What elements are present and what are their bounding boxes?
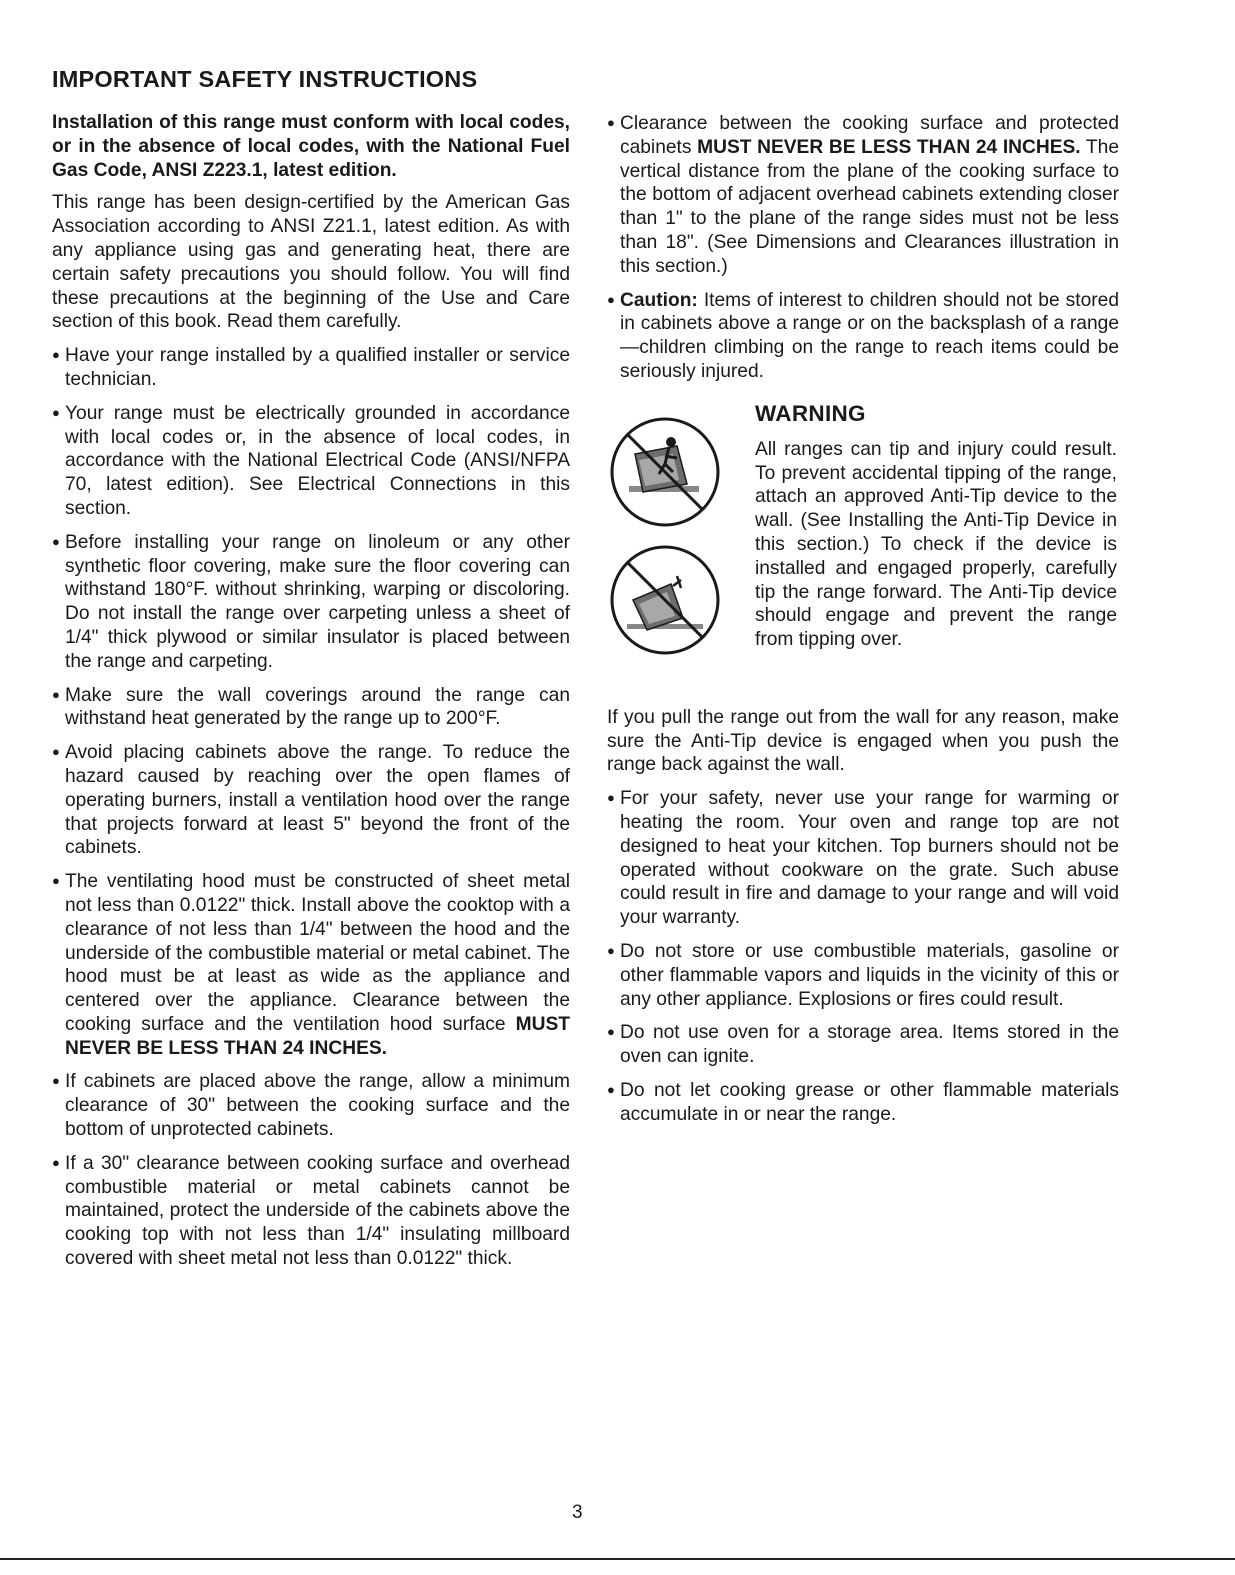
right-column <box>607 111 1119 1136</box>
bullet-icon: ● <box>607 115 615 130</box>
bullet-icon: ● <box>607 790 615 806</box>
list-item: ● Make sure the wall coverings around the range can withstand heat generated by the range up to 200°F. <box>52 684 570 730</box>
list-item: ● For your safety, never use your range for warming or heating the room. Your oven and range top are not designed to heat your kitchen. Top burners should not be operated without cookware on the grate. Such abuse could result in fire and damage to your range and will void your warranty. <box>607 788 1119 929</box>
list-item: ● Do not let cooking grease or other flammable materials accumulate in or near the range. <box>607 1079 1119 1125</box>
list-item: ● Do not use oven for a storage area. Items stored in the oven can ignite. <box>607 1022 1119 1068</box>
list-item: ● The ventilating hood must be constructed of sheet metal not less than 0.0122" thick. Install above the cooktop with a clearance of not less than 1/4" between the hood and the underside of the combustible material or metal cabinet. The hood must be at least as wide as the appliance and centered over the appliance. Clearance between the cooking surface and the ventilation hood surface MUST NEVER BE LESS THAN 24 INCHES. <box>52 871 570 1059</box>
bullet-icon: ● <box>52 744 60 760</box>
bullet-icon: ● <box>52 873 60 889</box>
clearance-emphasis: MUST NEVER BE LESS THAN 24 INCHES. <box>697 136 1081 158</box>
warning-heading: WARNING <box>755 400 866 426</box>
footer-rule <box>0 1558 1235 1560</box>
bullet-icon: ● <box>52 1073 60 1089</box>
list-item: ● If a 30" clearance between cooking surface and overhead combustible material or metal cabinets cannot be maintained, protect the underside of the cabinets above the cooking top with not less than 1/4" insulating millboard covered with sheet metal not less than 0.0122" thick. <box>52 1152 570 1270</box>
list-item: ● Your range must be electrically grounded in accordance with local codes or, in the absence of local codes, in accordance with the National Electrical Code (ANSI/NFPA 70, latest edition). See Electrical Connections in this section. <box>52 402 570 519</box>
bullet-icon: ● <box>607 1081 615 1097</box>
bullet-icon: ● <box>52 686 60 702</box>
list-item: ● Clearance between the cooking surface and protected cabinets MUST NEVER BE LESS THAN 24 INCHES. The vertical distance from the plane of the cooking surface to the bottom of adjacent overhead cabinets extending closer than 1" to the plane of the range sides must not be less than 18". (See Dimensions and Clearances illustration in this section.) <box>607 113 1119 277</box>
list-item: ● Have your range installed by a qualified installer or service technician. <box>52 345 570 390</box>
bullet-icon: ● <box>607 291 615 307</box>
list-item: ● Before installing your range on linoleum or any other synthetic floor covering, make sure the floor covering can withstand 180°F. without shrinking, warping or discoloring. Do not install the range over carpeting unless a sheet of 1/4" thick plywood or similar insulator is placed between the range and carpeting. <box>52 531 570 672</box>
page-number: 3 <box>572 1502 583 1523</box>
warning-text: All ranges can tip and injury could result. To prevent accidental tipping of the range, attach an approved Anti-Tip device to the wall. (See Installing the Anti-Tip Device in this section.) To check if the device is installed and engaged properly, carefully tip the range forward. The Anti-Tip device should engage and prevent the range from tipping over. <box>755 438 1117 651</box>
bullet-icon: ● <box>607 942 615 958</box>
intro-paragraph: This range has been design-certified by the American Gas Association according to ANSI Z21.1, latest edition. As with any appliance using gas and generating heat, there are certain safety precautions you should follow. You will find these precautions at the beginning of the Use and Care section of this book. Read them carefully. <box>52 192 570 333</box>
bullet-icon: ● <box>52 533 60 549</box>
bullet-icon: ● <box>52 1154 60 1170</box>
no-climbing-icon <box>607 414 723 530</box>
page-title: IMPORTANT SAFETY INSTRUCTIONS <box>52 66 478 92</box>
caution-label: Caution: <box>620 289 698 311</box>
anti-tip-paragraph: If you pull the range out from the wall for any reason, make sure the Anti-Tip device is engaged when you push the range back against the wall. <box>607 706 1119 776</box>
list-item: ● Do not store or use combustible materials, gasoline or other flammable vapors and liquids in the vicinity of this or any other appliance. Explosions or fires could result. <box>607 940 1119 1010</box>
no-tipping-icon <box>607 542 723 658</box>
list-item: ● Avoid placing cabinets above the range. To reduce the hazard caused by reaching over the open flames of operating burners, install a ventilation hood over the range that projects forward at least 5" beyond the front of the cabinets. <box>52 742 570 859</box>
hood-clearance-emphasis: MUST NEVER BE LESS THAN 24 INCHES. <box>65 1013 570 1059</box>
bullet-icon: ● <box>607 1024 615 1040</box>
warning-box <box>607 400 1119 700</box>
list-item: ● Caution: Items of interest to children should not be stored in cabinets above a range or on the backsplash of a range—children climbing on the range to reach items could be seriously injured. <box>607 289 1119 382</box>
bullet-icon: ● <box>52 404 60 420</box>
lead-paragraph: Installation of this range must conform with local codes, or in the absence of local codes, with the National Fuel Gas Code, ANSI Z223.1, latest edition. <box>52 112 570 181</box>
left-column <box>52 111 570 1280</box>
bullet-icon: ● <box>52 347 60 363</box>
list-item: ● If cabinets are placed above the range, allow a minimum clearance of 30" between the cooking surface and the bottom of unprotected cabinets. <box>52 1071 570 1141</box>
